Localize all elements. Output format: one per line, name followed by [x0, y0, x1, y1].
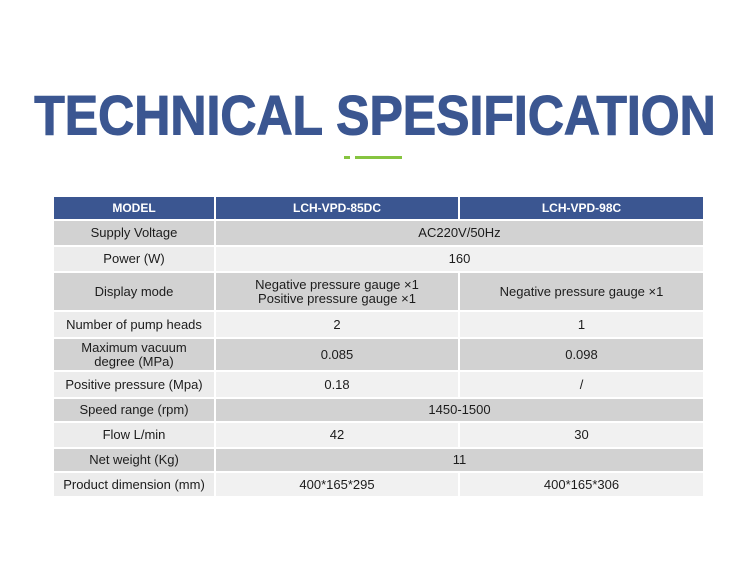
row-value-85dc: 400*165*295 — [216, 473, 458, 496]
row-value: 160 — [216, 247, 703, 271]
row-label: Power (W) — [54, 247, 214, 271]
row-label: Number of pump heads — [54, 312, 214, 337]
table-row — [54, 423, 703, 447]
table-row — [54, 312, 703, 337]
row-label: Speed range (rpm) — [54, 399, 214, 421]
divider-bar — [355, 156, 402, 159]
row-label: Net weight (Kg) — [54, 449, 214, 471]
row-value-98c: 0.098 — [460, 339, 703, 370]
row-value-85dc: 42 — [216, 423, 458, 447]
gauge-line-negative: Negative pressure gauge ×1 — [255, 276, 419, 292]
header-model-85dc: LCH-VPD-85DC — [216, 197, 458, 219]
table-row — [54, 221, 703, 245]
row-label: Supply Voltage — [54, 221, 214, 245]
row-label: Positive pressure (Mpa) — [54, 372, 214, 397]
row-value-98c: 1 — [460, 312, 703, 337]
table-row — [54, 473, 703, 496]
row-value-85dc: 0.18 — [216, 372, 458, 397]
row-value-98c: Negative pressure gauge ×1 — [460, 273, 703, 310]
table-row — [54, 247, 703, 271]
table-row — [54, 273, 703, 310]
row-label: Product dimension (mm) — [54, 473, 214, 496]
row-label-line: Maximum vacuum — [81, 339, 187, 355]
row-value: 1450-1500 — [216, 399, 703, 421]
row-label: Flow L/min — [54, 423, 214, 447]
header-model: MODEL — [54, 197, 214, 219]
row-value-98c: 400*165*306 — [460, 473, 703, 496]
row-label: Display mode — [54, 273, 214, 310]
table-row — [54, 339, 703, 370]
gauge-line-positive: Positive pressure gauge ×1 — [258, 290, 416, 306]
row-value-85dc — [216, 273, 458, 310]
divider-dot — [344, 156, 350, 159]
row-value: AC220V/50Hz — [216, 221, 703, 245]
row-value-98c: 30 — [460, 423, 703, 447]
header-model-98c: LCH-VPD-98C — [460, 197, 703, 219]
table-row — [54, 372, 703, 397]
table-header-row — [54, 197, 703, 219]
table-row — [54, 399, 703, 421]
row-label — [54, 339, 214, 370]
row-label-line: degree (MPa) — [94, 353, 174, 369]
row-value-98c: / — [460, 372, 703, 397]
row-value-85dc: 2 — [216, 312, 458, 337]
page-title: TECHNICAL SPESIFICATION — [34, 84, 716, 147]
row-value-85dc: 0.085 — [216, 339, 458, 370]
table-row — [54, 449, 703, 471]
spec-table — [52, 195, 705, 498]
row-value: 11 — [216, 449, 703, 471]
